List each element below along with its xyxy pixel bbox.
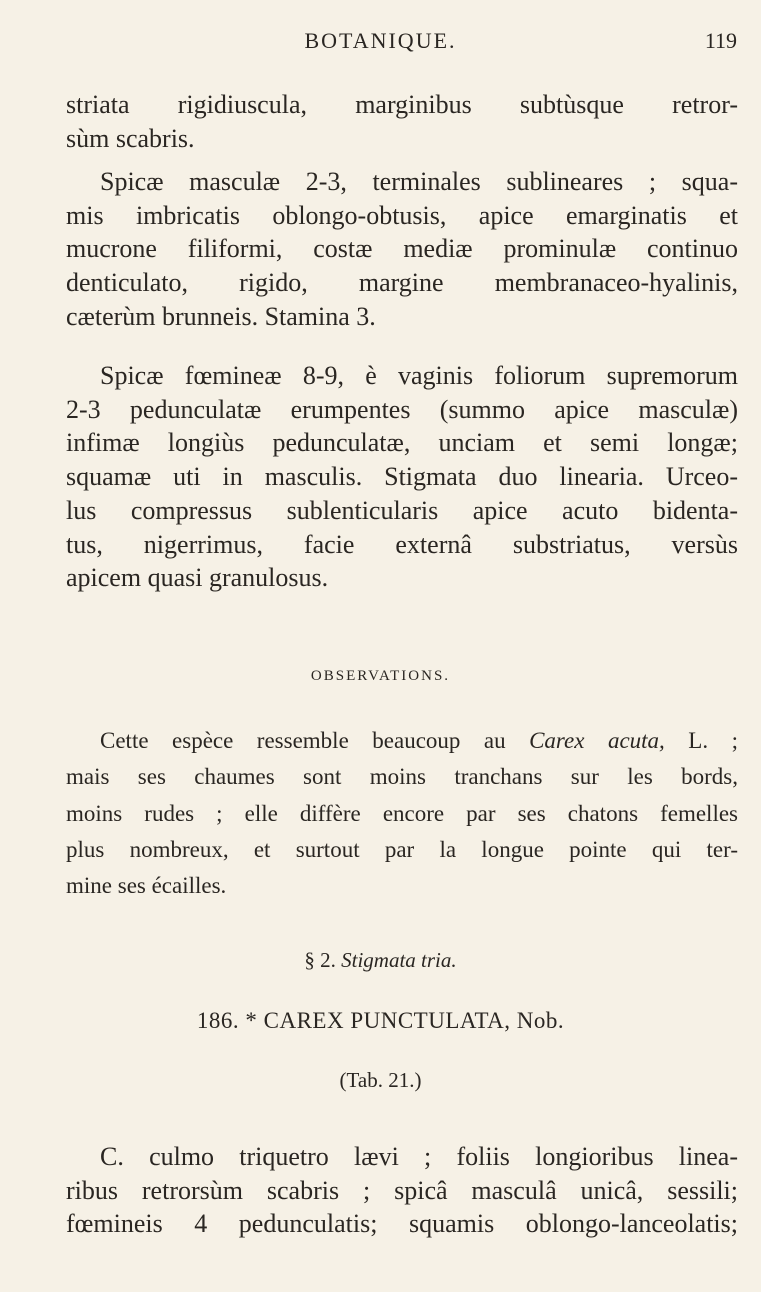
taxon-name: Carex acuta,	[529, 728, 665, 753]
page-number: 119	[704, 28, 737, 53]
observations-paragraph	[66, 723, 738, 904]
text-line: Spicæ masculæ 2-3, terminales sublineares ; squa-	[100, 167, 738, 196]
text-line: sùm scabris.	[66, 123, 195, 153]
text-line	[66, 723, 738, 759]
text-run: Cette espèce ressemble beaucoup au	[100, 728, 530, 753]
text-line: denticulato, rigido, margine membranaceo-hyalinis,	[66, 268, 738, 298]
running-title: BOTANIQUE.	[304, 28, 457, 53]
plate-reference: (Tab. 21.)	[339, 1068, 422, 1092]
text-run: L. ;	[664, 728, 738, 753]
section-heading	[0, 948, 761, 973]
text-line: mais ses chaumes sont moins tranchans sur les bords,	[66, 764, 738, 790]
text-line: striata rigidiuscula, marginibus subtùsque retror-	[66, 90, 738, 119]
section-title: Stigmata tria.	[341, 948, 457, 972]
text-line: mucrone filiformi, costæ mediæ prominulæ continuo	[66, 234, 738, 264]
observations-heading: OBSERVATIONS.	[310, 668, 451, 684]
text-line: C. culmo triquetro lævi ; foliis longioribus linea-	[100, 1142, 738, 1171]
running-head	[0, 28, 761, 60]
text-line: tus, nigerrimus, facie externâ substriatus, versùs	[66, 529, 738, 559]
section-number: § 2.	[304, 948, 336, 972]
text-line: cæterùm brunneis. Stamina 3.	[66, 301, 376, 331]
text-line: ribus retrorsùm scabris ; spicâ masculâ unicâ, sessili;	[66, 1175, 738, 1205]
text-line: squamæ uti in masculis. Stigmata duo linearia. Urceo-	[66, 462, 738, 492]
text-line: apicem quasi granulosus.	[66, 563, 329, 593]
paragraph-female-spikes	[66, 359, 738, 595]
text-line: mis imbricatis oblongo-obtusis, apice emarginatis et	[66, 200, 738, 230]
text-line: Spicæ fœmineæ 8-9, è vaginis foliorum supremorum	[100, 361, 738, 390]
species-title: 186. * CAREX PUNCTULATA, Nob.	[196, 1008, 565, 1033]
text-line: plus nombreux, et surtout par la longue pointe qui ter-	[66, 836, 738, 862]
text-line: fœmineis 4 pedunculatis; squamis oblongo-lanceolatis;	[66, 1209, 738, 1239]
paragraph-continuation	[66, 88, 738, 155]
text-line: moins rudes ; elle diffère encore par ses chatons femelles	[66, 800, 738, 826]
text-line: infimæ longiùs pedunculatæ, unciam et semi longæ;	[66, 428, 738, 458]
paragraph-male-spikes	[66, 165, 738, 334]
text-line: lus compressus sublenticularis apice acuto bidenta-	[66, 495, 738, 525]
text-line: mine ses écailles.	[66, 873, 227, 899]
paragraph-species-diagnosis	[66, 1140, 738, 1241]
text-line: 2-3 pedunculatæ erumpentes (summo apice masculæ)	[66, 394, 738, 424]
